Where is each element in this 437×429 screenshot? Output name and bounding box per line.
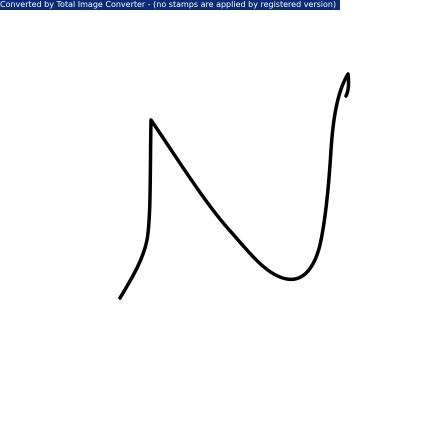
letter-n-path [120, 74, 349, 298]
converter-watermark-banner: Converted by Total Image Converter - (no stamps are applied by registered version) [0, 0, 340, 10]
